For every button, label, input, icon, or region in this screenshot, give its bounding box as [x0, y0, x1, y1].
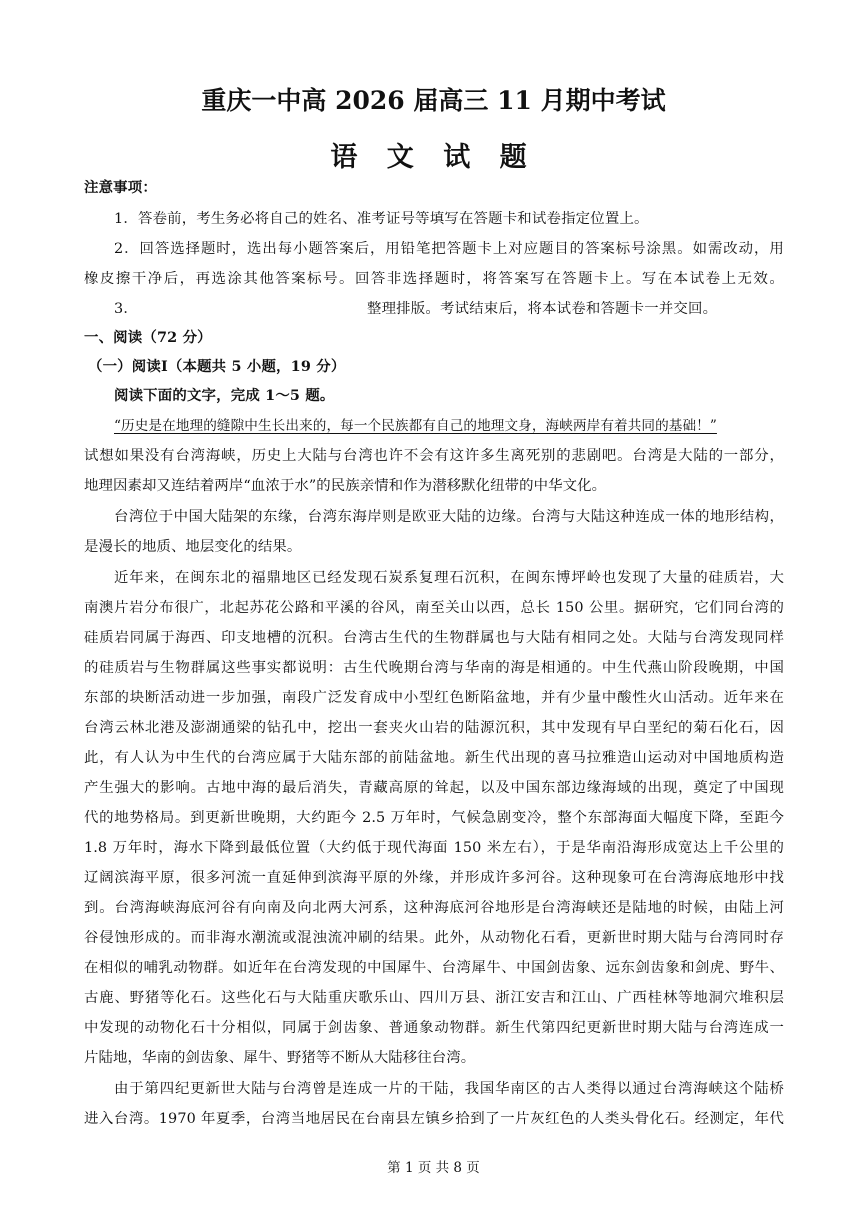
passage-line: 近年来，在闽东北的福鼎地区已经发现石炭系复理石沉积，在闽东博坪岭也发现了大量的硅质岩，大 [114, 570, 784, 586]
exam-title: 重庆一中高 2026 届高三 11 月期中考试 [201, 86, 666, 115]
passage-line: 台湾位于中国大陆架的东缘，台湾东海岸则是欧亚大陆的边缘。台湾与大陆这种连成一体的地形结构， [114, 509, 784, 525]
passage-line: 1.8 万年时，海水下降到最低位置（大约低于现代海面 150 米左右），于是华南沿海形成宽达上千公里的 [84, 840, 784, 856]
passage-line: 片陆地，华南的剑齿象、犀牛、野猪等不断从大陆移往台湾。 [84, 1050, 476, 1066]
notice-item-2: 2．回答选择题时，选出每小题答案后，用铅笔把答题卡上对应题目的答案标号涂黑。如需改动，用 [114, 241, 784, 257]
notice-item-1: 1．答卷前，考生务必将自己的姓名、准考证号等填写在答题卡和试卷指定位置上。 [114, 211, 649, 227]
section-heading: 一、阅读（72 分） [84, 329, 212, 346]
passage-line: 台湾云林北港及澎湖通梁的钻孔中，挖出一套夹火山岩的陆源沉积，其中发现有早白垩纪的菊石化石，因 [84, 720, 784, 736]
passage-line: 谷侵蚀形成的。而非海水潮流或混浊流冲刷的结果。此外，从动物化石看，更新世时期大陆与台湾同时存 [84, 930, 784, 946]
passage-line: 东部的块断活动进一步加强，南段广泛发育成中小型红色断陷盆地，并有少量中酸性火山活动。近年来在 [84, 690, 784, 706]
page-number: 第 1 页 共 8 页 [387, 1160, 480, 1176]
passage-line: 在相似的哺乳动物群。如近年在台湾发现的中国犀牛、台湾犀牛、中国剑齿象、远东剑齿象和剑虎、野牛、 [84, 960, 784, 976]
passage-line: 到。台湾海峡海底河谷有向南及向北两大河系，这种海底河谷地形是台湾海峡还是陆地的时候，由陆上河 [84, 900, 784, 916]
passage-line: 是漫长的地质、地层变化的结果。 [84, 539, 302, 555]
passage-quote: “历史是在地理的缝隙中生长出来的，每一个民族都有自己的地理文身，海峡两岸有着共同的基础！” [114, 418, 717, 434]
exam-subtitle: 语 文 试 题 [330, 142, 537, 173]
notice-item-3-text: 整理排版。考试结束后，将本试卷和答题卡一并交回。 [367, 301, 718, 317]
passage-line: 中发现的动物化石十分相似，同属于剑齿象、普通象动物群。新生代第四纪更新世时期大陆与台湾连成一 [84, 1020, 784, 1036]
passage-line: 地理因素却又连结着两岸“血浓于水”的民族亲情和作为潜移默化纽带的中华文化。 [84, 478, 607, 494]
passage-line: 古鹿、野猪等化石。这些化石与大陆重庆歌乐山、四川万县、浙江安吉和江山、广西桂林等地洞穴堆积层 [84, 990, 784, 1006]
notice-item-3-number: 3． [114, 301, 138, 317]
passage-line: 由于第四纪更新世大陆与台湾曾是连成一片的干陆，我国华南区的古人类得以通过台湾海峡这个陆桥 [114, 1081, 784, 1097]
reading-instruction: 阅读下面的文字，完成 1～5 题。 [114, 387, 335, 404]
passage-line: 试想如果没有台湾海峡，历史上大陆与台湾也许不会有这许多生离死别的悲剧吧。台湾是大陆的一部分， [84, 448, 784, 464]
passage-line: 硅质岩同属于海西、印支地槽的沉积。台湾古生代的生物群属也与大陆有相同之处。大陆与台湾发现同样 [84, 630, 784, 646]
subsection-heading: （一）阅读Ⅰ（本题共 5 小题，19 分） [88, 358, 346, 375]
notice-item-2-cont: 橡皮擦干净后，再选涂其他答案标号。回答非选择题时，将答案写在答题卡上。写在本试卷上无效。 [84, 271, 784, 287]
passage-line: 辽阔滨海平原，很多河流一直延伸到滨海平原的外缘，并形成许多河谷。这种现象可在台湾海底地形中找 [84, 870, 784, 886]
passage-line: 进入台湾。1970 年夏季，台湾当地居民在台南县左镇乡拾到了一片灰红色的人类头骨化石。经测定，年代 [84, 1111, 784, 1127]
passage-line: 此，有人认为中生代的台湾应属于大陆东部的前陆盆地。新生代出现的喜马拉雅造山运动对中国地质构造 [84, 750, 784, 766]
passage-line: 南澳片岩分布很广，北起苏花公路和平溪的谷风，南至关山以西，总长 150 公里。据研究，它们同台湾的 [84, 600, 784, 616]
passage-line: 产生强大的影响。古地中海的最后消失，青藏高原的耸起，以及中国东部边缘海域的出现，奠定了中国现 [84, 780, 784, 796]
passage-line: 的硅质岩与生物群属这些事实都说明：古生代晚期台湾与华南的海是相通的。中生代燕山阶段晚期，中国 [84, 660, 784, 676]
notice-heading: 注意事项： [84, 179, 157, 196]
passage-line: 代的地势格局。到更新世晚期，大约距今 2.5 万年时，气候急剧变冷，整个东部海面大幅度下降，至距今 [84, 810, 784, 826]
